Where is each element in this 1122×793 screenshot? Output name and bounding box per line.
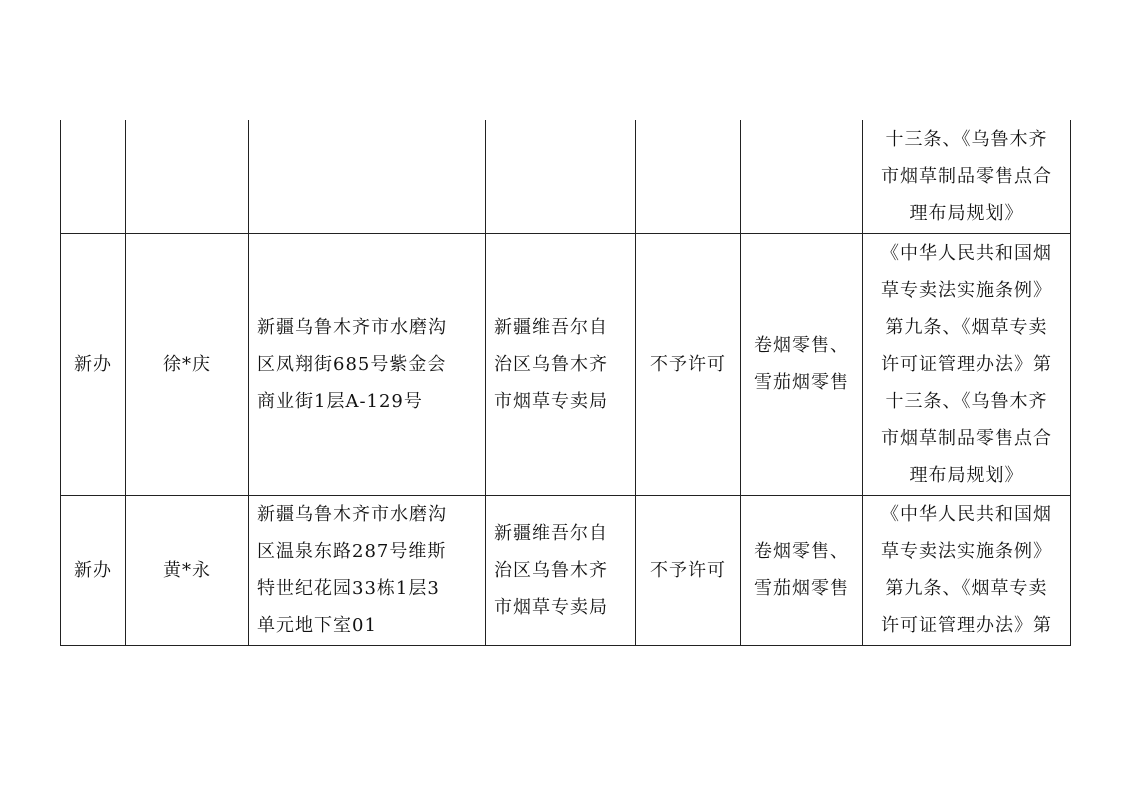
decision-cell: 不予许可 bbox=[636, 495, 741, 645]
issuing-authority-cell: 新疆维吾尔自 治区乌鲁木齐 市烟草专卖局 bbox=[486, 233, 636, 495]
business-scope-cell: 卷烟零售、 雪茄烟零售 bbox=[741, 495, 863, 645]
decision-cell: 不予许可 bbox=[636, 233, 741, 495]
table-row bbox=[61, 120, 1071, 233]
table-row bbox=[61, 495, 1071, 645]
application-type-cell bbox=[61, 120, 126, 233]
legal-basis-cell: 《中华人民共和国烟 草专卖法实施条例》 第九条、《烟草专卖 许可证管理办法》第 bbox=[863, 495, 1071, 645]
business-address-cell: 新疆乌鲁木齐市水磨沟 区凤翔街685号紫金会 商业街1层A-129号 bbox=[249, 233, 486, 495]
issuing-authority-cell: 新疆维吾尔自 治区乌鲁木齐 市烟草专卖局 bbox=[486, 495, 636, 645]
business-address-cell: 新疆乌鲁木齐市水磨沟 区温泉东路287号维斯 特世纪花园33栋1层3 单元地下室01 bbox=[249, 495, 486, 645]
business-scope-cell bbox=[741, 120, 863, 233]
applicant-name-cell: 黄*永 bbox=[126, 495, 249, 645]
business-address-cell bbox=[249, 120, 486, 233]
applicant-name-cell: 徐*庆 bbox=[126, 233, 249, 495]
applicant-name-cell bbox=[126, 120, 249, 233]
business-scope-cell: 卷烟零售、 雪茄烟零售 bbox=[741, 233, 863, 495]
application-type-cell: 新办 bbox=[61, 233, 126, 495]
legal-basis-cell: 《中华人民共和国烟 草专卖法实施条例》 第九条、《烟草专卖 许可证管理办法》第 十三条、《乌鲁木齐 市烟草制品零售点合 理布局规划》 bbox=[863, 233, 1071, 495]
issuing-authority-cell bbox=[486, 120, 636, 233]
decision-cell bbox=[636, 120, 741, 233]
table-row bbox=[61, 233, 1071, 495]
license-decision-table bbox=[60, 120, 1071, 646]
legal-basis-cell: 十三条、《乌鲁木齐 市烟草制品零售点合 理布局规划》 bbox=[863, 120, 1071, 233]
application-type-cell: 新办 bbox=[61, 495, 126, 645]
